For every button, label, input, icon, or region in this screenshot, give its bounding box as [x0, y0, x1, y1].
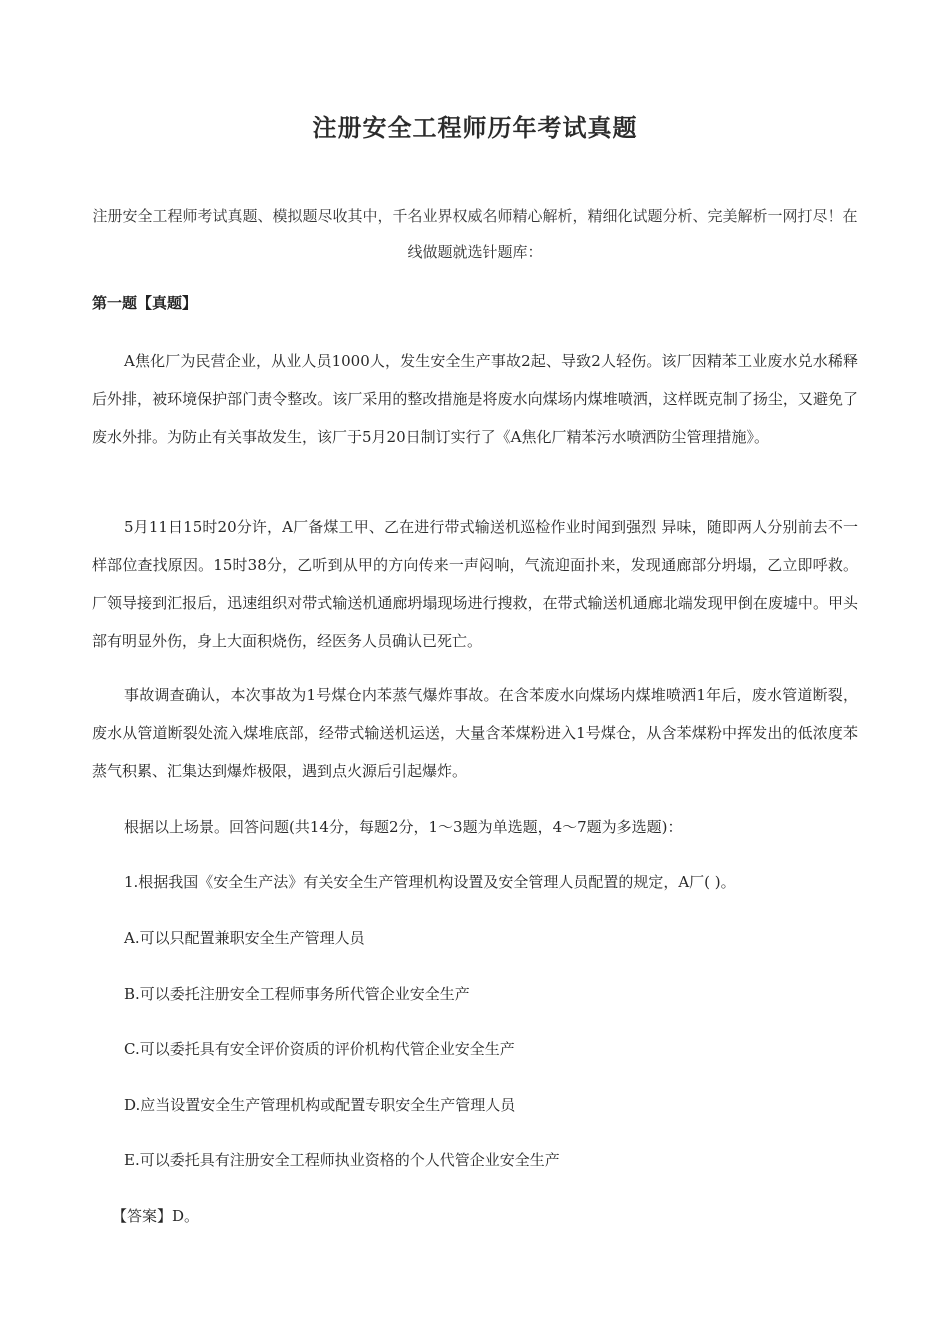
option-d: D.应当设置安全生产管理机构或配置专职安全生产管理人员 [124, 1096, 516, 1114]
scenario-paragraph-3: 事故调查确认，本次事故为1号煤仓内苯蒸气爆炸事故。在含苯废水向煤场内煤堆喷洒1年后，废水管道断裂，废水从管道断裂处流入煤堆底部，经带式输送机运送，大量含苯煤粉进入1号煤仓，从含苯煤粉中挥发出的低浓度苯蒸气积累、汇集达到爆炸极限，遇到点火源后引起爆炸。 [92, 686, 858, 780]
option-a: A.可以只配置兼职安全生产管理人员 [124, 929, 365, 947]
document-title: 注册安全工程师历年考试真题 [312, 114, 638, 142]
scenario-paragraph-1: A焦化厂为民营企业，从业人员1000人，发生安全生产事故2起、导致2人轻伤。该厂因精苯工业废水兑水稀释后外排，被环境保护部门责令整改。该厂采用的整改措施是将废水向煤场内煤堆喷洒，这样既克制了扬尘，又避免了废水外排。为防止有关事故发生，该厂于5月20日制订实行了《A焦化厂精苯污水喷洒防尘管理措施》。 [92, 352, 858, 446]
question-instructions: 根据以上场景。回答问题(共14分，每题2分，1～3题为单选题，4～7题为多选题)： [124, 818, 683, 836]
answer-text: 【答案】D。 [112, 1207, 200, 1225]
section-heading: 第一题【真题】 [92, 294, 198, 312]
option-b: B.可以委托注册安全工程师事务所代管企业安全生产 [124, 985, 470, 1003]
question-text: 1.根据我国《安全生产法》有关安全生产管理机构设置及安全管理人员配置的规定，A厂( )。 [124, 873, 736, 891]
scenario-paragraph-2: 5月11日15时20分许，A厂备煤工甲、乙在进行带式输送机巡检作业时闻到强烈 异味，随即两人分别前去不一样部位查找原因。15时38分，乙听到从甲的方向传来一声闷响，气流迎面扑来，发现通廊部分坍塌，乙立即呼救。厂领导接到汇报后，迅速组织对带式输送机通廊坍塌现场进行搜救，在带式输送机通廊北端发现甲倒在废墟中。甲头部有明显外伤，身上大面积烧伤，经医务人员确认已死亡。 [92, 518, 858, 650]
option-c: C.可以委托具有安全评价资质的评价机构代管企业安全生产 [124, 1040, 515, 1058]
intro-paragraph: 注册安全工程师考试真题、模拟题尽收其中，千名业界权威名师精心解析，精细化试题分析、完美解析一网打尽！在线做题就选针题库： [92, 207, 858, 261]
option-e: E.可以委托具有注册安全工程师执业资格的个人代管企业安全生产 [124, 1151, 560, 1169]
